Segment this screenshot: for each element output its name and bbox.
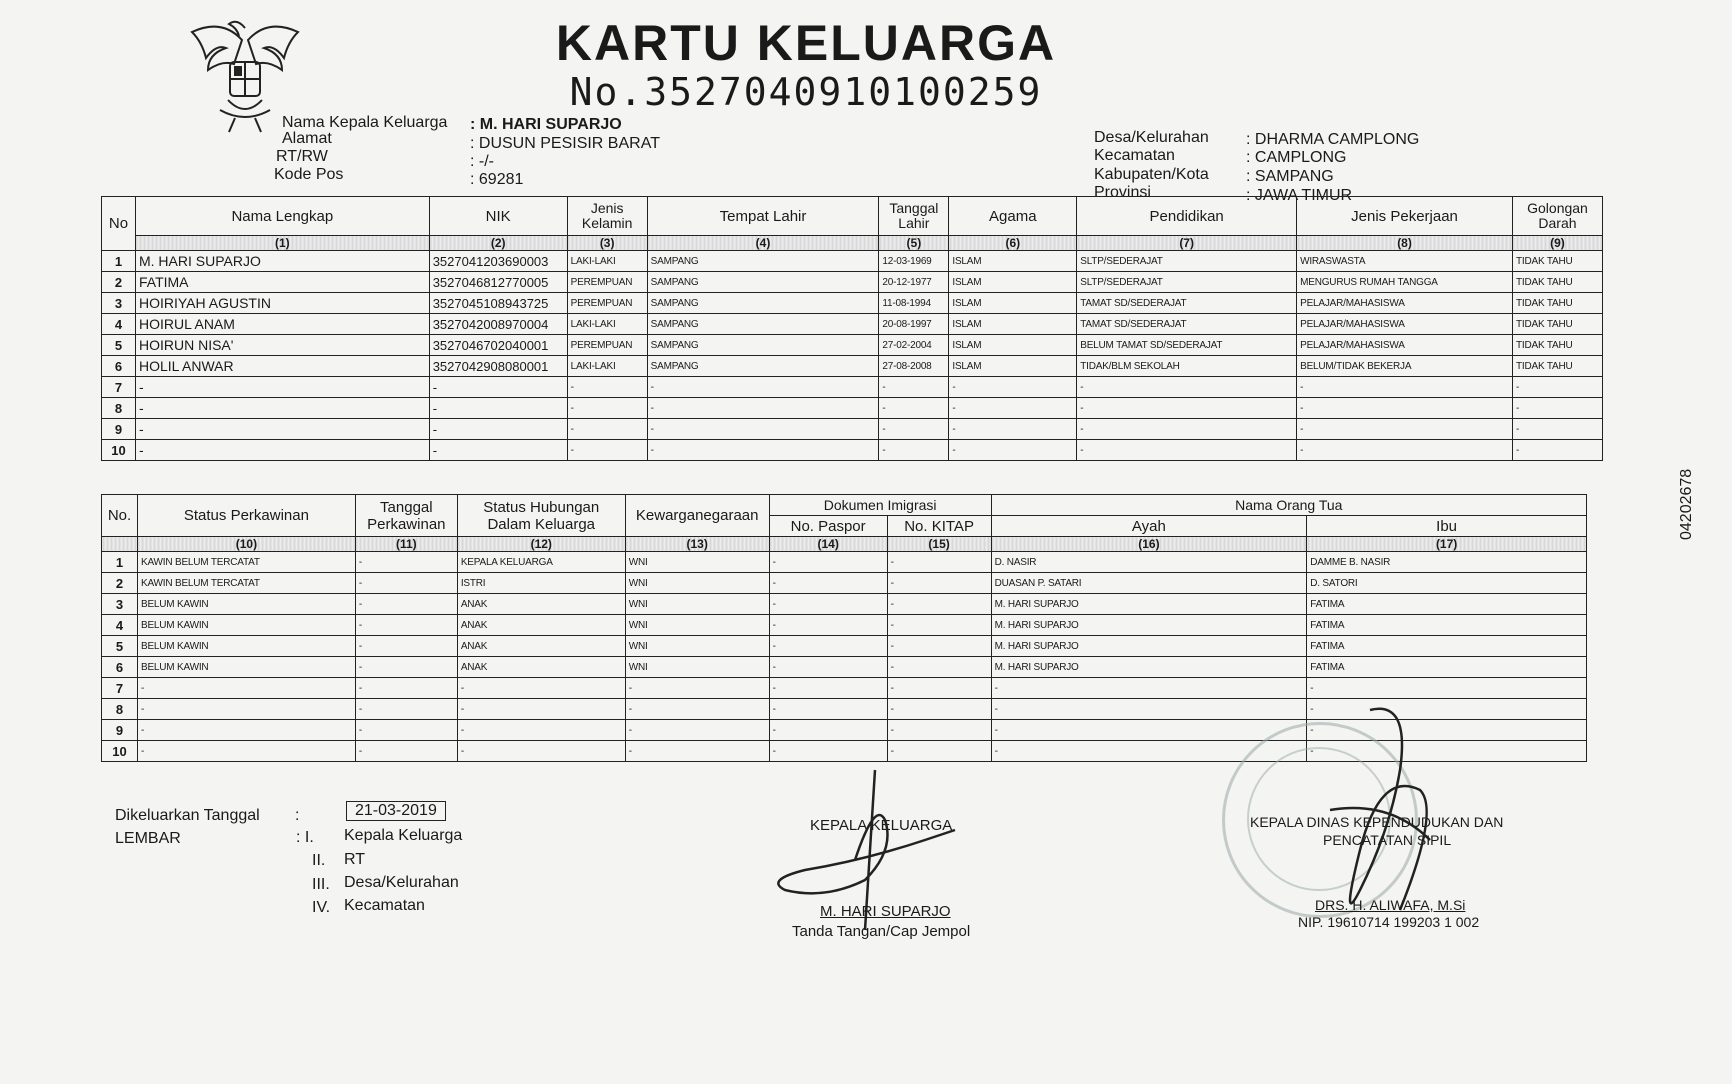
- table2-cell-2: KAWIN BELUM TERCATAT: [137, 573, 355, 594]
- table2-cell-4: -: [457, 699, 625, 720]
- table1-cell-10: TIDAK TAHU: [1512, 272, 1602, 293]
- table1-cell-7: ISLAM: [949, 272, 1077, 293]
- table1-cell-9: BELUM/TIDAK BEKERJA: [1297, 356, 1513, 377]
- table2-cell-1: 1: [102, 552, 138, 573]
- table1-cell-6: -: [879, 440, 949, 461]
- colnum-1: (1): [135, 236, 429, 251]
- table2-cell-9: -: [1307, 741, 1587, 762]
- table1-cell-6: 11-08-1994: [879, 293, 949, 314]
- th2-tanggal-perkawinan: Tanggal Perkawinan: [355, 495, 457, 537]
- table1-cell-3: -: [429, 377, 567, 398]
- table2-cell-3: -: [355, 615, 457, 636]
- table2-cell-6: -: [769, 741, 887, 762]
- table2-cell-6: -: [769, 573, 887, 594]
- table1-cell-9: PELAJAR/MAHASISWA: [1297, 293, 1513, 314]
- sheet-name-1: Kepala Keluarga: [344, 827, 463, 844]
- table1-cell-6: -: [879, 398, 949, 419]
- table1-cell-5: SAMPANG: [647, 356, 879, 377]
- colnum-15: (15): [887, 537, 991, 552]
- table2-cell-8: -: [991, 741, 1307, 762]
- table1-cell-3: -: [429, 440, 567, 461]
- table2-cell-8: D. NASIR: [991, 552, 1307, 573]
- table1-cell-5: SAMPANG: [647, 272, 879, 293]
- table1-cell-1: 9: [102, 419, 136, 440]
- table1-row: [102, 251, 1603, 272]
- table2-cell-1: 10: [102, 741, 138, 762]
- table1-cell-2: HOIRUN NISA': [135, 335, 429, 356]
- colnum-3: (3): [567, 236, 647, 251]
- table2-cell-6: -: [769, 594, 887, 615]
- sheet-num-3: III.: [312, 876, 330, 893]
- head-title: KEPALA KELUARGA: [810, 817, 953, 834]
- official-title-1: KEPALA DINAS KEPENDUDUKAN DAN: [1250, 814, 1504, 830]
- table1-cell-7: ISLAM: [949, 251, 1077, 272]
- th2-no-kitap: No. KITAP: [887, 516, 991, 537]
- table2-cell-5: WNI: [625, 552, 769, 573]
- table2-cell-7: -: [887, 615, 991, 636]
- table2-cell-1: 5: [102, 636, 138, 657]
- th-no: No: [102, 197, 136, 251]
- table1-cell-2: HOLIL ANWAR: [135, 356, 429, 377]
- table1-colnum-row: [102, 236, 1603, 251]
- th2-nama-orang-tua: Nama Orang Tua: [991, 495, 1586, 516]
- table2-cell-5: WNI: [625, 636, 769, 657]
- table2-cell-7: -: [887, 720, 991, 741]
- table1-cell-4: -: [567, 440, 647, 461]
- label-rtrw: RT/RW: [276, 148, 328, 165]
- label-desa: Desa/Kelurahan: [1094, 129, 1209, 146]
- table1-cell-9: WIRASWASTA: [1297, 251, 1513, 272]
- value-provinsi: : JAWA TIMUR: [1246, 187, 1353, 204]
- label-alamat: Alamat: [282, 130, 332, 147]
- table2-cell-8: M. HARI SUPARJO: [991, 636, 1307, 657]
- table2-colnum-row: [102, 537, 1587, 552]
- table2-cell-3: -: [355, 699, 457, 720]
- table1-cell-1: 1: [102, 251, 136, 272]
- table2-cell-2: -: [137, 678, 355, 699]
- label-nama-kepala: Nama Kepala Keluarga: [282, 114, 448, 131]
- table2-cell-2: -: [137, 720, 355, 741]
- table1-cell-9: -: [1297, 419, 1513, 440]
- table2-cell-5: -: [625, 720, 769, 741]
- table2-cell-6: -: [769, 636, 887, 657]
- table2-cell-5: -: [625, 678, 769, 699]
- head-name: M. HARI SUPARJO: [820, 903, 951, 920]
- table2-cell-4: ANAK: [457, 636, 625, 657]
- table2-cell-5: -: [625, 741, 769, 762]
- th2-no-paspor: No. Paspor: [769, 516, 887, 537]
- table1-cell-5: -: [647, 440, 879, 461]
- th2-dokumen-imigrasi: Dokumen Imigrasi: [769, 495, 991, 516]
- table1-cell-2: FATIMA: [135, 272, 429, 293]
- table1-cell-2: M. HARI SUPARJO: [135, 251, 429, 272]
- table1-cell-2: -: [135, 377, 429, 398]
- table1-row: [102, 440, 1603, 461]
- table1-cell-8: SLTP/SEDERAJAT: [1077, 272, 1297, 293]
- table1-cell-10: -: [1512, 419, 1602, 440]
- table1-cell-6: 12-03-1969: [879, 251, 949, 272]
- table2-cell-8: M. HARI SUPARJO: [991, 615, 1307, 636]
- sheet-num-1: : I.: [296, 829, 314, 846]
- table1-cell-7: ISLAM: [949, 335, 1077, 356]
- value-rtrw: : -/-: [470, 153, 494, 170]
- document-title: KARTU KELUARGA: [555, 15, 1057, 71]
- colnum-6: (6): [949, 236, 1077, 251]
- table1-cell-10: -: [1512, 440, 1602, 461]
- th-golongan-darah: Golongan Darah: [1512, 197, 1602, 236]
- colnum-9: (9): [1512, 236, 1602, 251]
- table2-cell-8: -: [991, 720, 1307, 741]
- sheet-name-2: RT: [344, 851, 366, 868]
- table1-cell-7: ISLAM: [949, 356, 1077, 377]
- official-nip: NIP. 19610714 199203 1 002: [1298, 914, 1480, 930]
- table2-cell-6: -: [769, 657, 887, 678]
- table2-cell-3: -: [355, 573, 457, 594]
- table1-cell-7: -: [949, 440, 1077, 461]
- table2-cell-5: WNI: [625, 573, 769, 594]
- table1-cell-9: -: [1297, 377, 1513, 398]
- table1-cell-6: 27-02-2004: [879, 335, 949, 356]
- table1-cell-2: -: [135, 398, 429, 419]
- table2-cell-1: 9: [102, 720, 138, 741]
- table2-cell-7: -: [887, 678, 991, 699]
- value-kode-pos: : 69281: [470, 171, 524, 188]
- table1-cell-5: -: [647, 398, 879, 419]
- table1-cell-5: SAMPANG: [647, 293, 879, 314]
- label-provinsi: Provinsi: [1094, 184, 1151, 201]
- table2-cell-3: -: [355, 636, 457, 657]
- th-nama-lengkap: Nama Lengkap: [135, 197, 429, 236]
- table1-cell-1: 5: [102, 335, 136, 356]
- table2-cell-9: FATIMA: [1307, 636, 1587, 657]
- table2-cell-3: -: [355, 741, 457, 762]
- table2-row: [102, 657, 1587, 678]
- table2-row: [102, 552, 1587, 573]
- table2-cell-3: -: [355, 720, 457, 741]
- value-kabupaten: : SAMPANG: [1246, 168, 1334, 185]
- sheet-label: LEMBAR: [115, 830, 181, 847]
- value-desa: : DHARMA CAMPLONG: [1246, 131, 1420, 148]
- table1-cell-5: SAMPANG: [647, 314, 879, 335]
- label-kode-pos: Kode Pos: [274, 166, 344, 183]
- table1-cell-8: TAMAT SD/SEDERAJAT: [1077, 293, 1297, 314]
- table2-cell-2: BELUM KAWIN: [137, 636, 355, 657]
- table2-cell-1: 7: [102, 678, 138, 699]
- table1-cell-10: TIDAK TAHU: [1512, 314, 1602, 335]
- table2-cell-2: BELUM KAWIN: [137, 657, 355, 678]
- table1-cell-7: -: [949, 377, 1077, 398]
- table2-cell-1: 4: [102, 615, 138, 636]
- table2-cell-7: -: [887, 552, 991, 573]
- th2-kewarganegaraan: Kewarganegaraan: [625, 495, 769, 537]
- table2-cell-5: -: [625, 699, 769, 720]
- table1-cell-9: PELAJAR/MAHASISWA: [1297, 314, 1513, 335]
- table1-cell-8: -: [1077, 398, 1297, 419]
- head-caption: Tanda Tangan/Cap Jempol: [792, 923, 971, 940]
- table2-cell-4: KEPALA KELUARGA: [457, 552, 625, 573]
- sheet-name-3: Desa/Kelurahan: [344, 874, 459, 891]
- table2-cell-2: BELUM KAWIN: [137, 594, 355, 615]
- table1-cell-8: -: [1077, 419, 1297, 440]
- colnum-5: (5): [879, 236, 949, 251]
- table1-cell-2: -: [135, 440, 429, 461]
- table1-cell-4: -: [567, 377, 647, 398]
- colnum-8: (8): [1297, 236, 1513, 251]
- th-pendidikan: Pendidikan: [1077, 197, 1297, 236]
- table1-cell-2: HOIRUL ANAM: [135, 314, 429, 335]
- table2-cell-4: ISTRI: [457, 573, 625, 594]
- colnum-13: (13): [625, 537, 769, 552]
- side-serial-number: 04202678: [1678, 468, 1695, 540]
- table1-row: [102, 419, 1603, 440]
- table2-cell-2: -: [137, 741, 355, 762]
- value-alamat: : DUSUN PESISIR BARAT: [470, 135, 660, 152]
- table1-cell-3: 3527041203690003: [429, 251, 567, 272]
- th2-status-hubungan: Status Hubungan Dalam Keluarga: [457, 495, 625, 537]
- table2-cell-4: -: [457, 741, 625, 762]
- table2-cell-4: -: [457, 678, 625, 699]
- table1-cell-8: TIDAK/BLM SEKOLAH: [1077, 356, 1297, 377]
- table1-cell-4: LAKI-LAKI: [567, 356, 647, 377]
- table2-cell-4: ANAK: [457, 657, 625, 678]
- table2-cell-6: -: [769, 720, 887, 741]
- sheet-num-4: IV.: [312, 899, 331, 916]
- table1-cell-6: 27-08-2008: [879, 356, 949, 377]
- table2-cell-7: -: [887, 657, 991, 678]
- table1-cell-3: 3527042908080001: [429, 356, 567, 377]
- issued-date: 21-03-2019: [346, 801, 446, 821]
- table1-cell-5: -: [647, 419, 879, 440]
- table1-row: [102, 272, 1603, 293]
- table2-row: [102, 573, 1587, 594]
- table2-cell-1: 6: [102, 657, 138, 678]
- kk-number: No.3527040910100259: [569, 70, 1043, 114]
- table1-cell-7: ISLAM: [949, 293, 1077, 314]
- th2-status-perkawinan: Status Perkawinan: [137, 495, 355, 537]
- table1-cell-10: TIDAK TAHU: [1512, 356, 1602, 377]
- table2-cell-6: -: [769, 615, 887, 636]
- table1-cell-4: PEREMPUAN: [567, 293, 647, 314]
- table1-cell-7: -: [949, 398, 1077, 419]
- table1-cell-1: 7: [102, 377, 136, 398]
- th-tempat-lahir: Tempat Lahir: [647, 197, 879, 236]
- table2-cell-9: -: [1307, 699, 1587, 720]
- table1-cell-1: 4: [102, 314, 136, 335]
- table1-row: [102, 398, 1603, 419]
- official-signature: [1290, 690, 1460, 980]
- table1-cell-6: -: [879, 377, 949, 398]
- table2-row: [102, 615, 1587, 636]
- table1-cell-5: SAMPANG: [647, 335, 879, 356]
- colnum-2: (2): [429, 236, 567, 251]
- colnum-10: (10): [137, 537, 355, 552]
- table1-cell-3: 3527046812770005: [429, 272, 567, 293]
- table2-cell-9: FATIMA: [1307, 657, 1587, 678]
- table2-cell-4: ANAK: [457, 615, 625, 636]
- colnum-14: (14): [769, 537, 887, 552]
- table2-cell-8: -: [991, 678, 1307, 699]
- th2-ayah: Ayah: [991, 516, 1307, 537]
- table2-cell-3: -: [355, 657, 457, 678]
- table1-cell-9: PELAJAR/MAHASISWA: [1297, 335, 1513, 356]
- value-kecamatan: : CAMPLONG: [1246, 149, 1347, 166]
- table1-cell-4: LAKI-LAKI: [567, 251, 647, 272]
- table1-cell-8: SLTP/SEDERAJAT: [1077, 251, 1297, 272]
- table2-cell-8: DUASAN P. SATARI: [991, 573, 1307, 594]
- table2-cell-1: 8: [102, 699, 138, 720]
- table1-cell-8: TAMAT SD/SEDERAJAT: [1077, 314, 1297, 335]
- table2-cell-9: D. SATORI: [1307, 573, 1587, 594]
- table2-row: [102, 594, 1587, 615]
- table1-cell-3: 3527046702040001: [429, 335, 567, 356]
- table1-row: [102, 356, 1603, 377]
- table1-cell-5: SAMPANG: [647, 251, 879, 272]
- table1-cell-9: MENGURUS RUMAH TANGGA: [1297, 272, 1513, 293]
- table2-cell-2: -: [137, 699, 355, 720]
- table2-cell-7: -: [887, 636, 991, 657]
- colnum-17: (17): [1307, 537, 1587, 552]
- table1-cell-8: -: [1077, 377, 1297, 398]
- table1-row: [102, 293, 1603, 314]
- table2-cell-7: -: [887, 741, 991, 762]
- th-agama: Agama: [949, 197, 1077, 236]
- label-kabupaten: Kabupaten/Kota: [1094, 166, 1209, 183]
- table2-row: [102, 636, 1587, 657]
- table1-cell-9: -: [1297, 440, 1513, 461]
- table1-cell-9: -: [1297, 398, 1513, 419]
- sheet-name-4: Kecamatan: [344, 897, 425, 914]
- table1-cell-3: -: [429, 398, 567, 419]
- table1-cell-3: 3527042008970004: [429, 314, 567, 335]
- th-jenis-kelamin: Jenis Kelamin: [567, 197, 647, 236]
- label-kecamatan: Kecamatan: [1094, 147, 1175, 164]
- table1-cell-8: -: [1077, 440, 1297, 461]
- table2-cell-7: -: [887, 594, 991, 615]
- official-name: DRS. H. ALIWAFA, M.Si: [1315, 897, 1466, 913]
- table1-cell-1: 6: [102, 356, 136, 377]
- table1-cell-4: PEREMPUAN: [567, 272, 647, 293]
- table2-cell-3: -: [355, 678, 457, 699]
- issued-label: Dikeluarkan Tanggal: [115, 807, 260, 824]
- colnum-11: (11): [355, 537, 457, 552]
- table1-cell-5: -: [647, 377, 879, 398]
- table2-cell-6: -: [769, 678, 887, 699]
- table2-header-row-1: [102, 495, 1587, 516]
- table2-cell-3: -: [355, 552, 457, 573]
- table1-cell-6: 20-12-1977: [879, 272, 949, 293]
- table1-cell-10: -: [1512, 377, 1602, 398]
- table2-cell-8: -: [991, 699, 1307, 720]
- table1-header-row: [102, 197, 1603, 236]
- table1-cell-4: -: [567, 419, 647, 440]
- table2-cell-1: 3: [102, 594, 138, 615]
- table1-cell-1: 10: [102, 440, 136, 461]
- table2-cell-6: -: [769, 699, 887, 720]
- value-nama-kepala: : M. HARI SUPARJO: [470, 116, 622, 133]
- table2-cell-8: M. HARI SUPARJO: [991, 594, 1307, 615]
- table1-cell-4: PEREMPUAN: [567, 335, 647, 356]
- table1-body: [102, 251, 1603, 461]
- table1-cell-8: BELUM TAMAT SD/SEDERAJAT: [1077, 335, 1297, 356]
- family-members-table: [101, 196, 1603, 461]
- th2-ibu: Ibu: [1307, 516, 1587, 537]
- table2-cell-1: 2: [102, 573, 138, 594]
- table2-cell-4: ANAK: [457, 594, 625, 615]
- colnum-16: (16): [991, 537, 1307, 552]
- table2-cell-5: WNI: [625, 594, 769, 615]
- table2-cell-6: -: [769, 552, 887, 573]
- table1-cell-7: -: [949, 419, 1077, 440]
- table1-cell-3: 3527045108943725: [429, 293, 567, 314]
- table2-cell-8: M. HARI SUPARJO: [991, 657, 1307, 678]
- table1-cell-1: 3: [102, 293, 136, 314]
- table1-cell-1: 2: [102, 272, 136, 293]
- table1-cell-7: ISLAM: [949, 314, 1077, 335]
- table2-cell-3: -: [355, 594, 457, 615]
- table2-cell-7: -: [887, 699, 991, 720]
- th-nik: NIK: [429, 197, 567, 236]
- official-title-2: PENCATATAN SIPIL: [1323, 832, 1452, 848]
- th-tanggal-lahir: Tanggal Lahir: [879, 197, 949, 236]
- table1-cell-10: TIDAK TAHU: [1512, 293, 1602, 314]
- table1-row: [102, 314, 1603, 335]
- table1-cell-6: 20-08-1997: [879, 314, 949, 335]
- table1-cell-10: TIDAK TAHU: [1512, 335, 1602, 356]
- table1-cell-3: -: [429, 419, 567, 440]
- table2-cell-9: FATIMA: [1307, 615, 1587, 636]
- table1-row: [102, 377, 1603, 398]
- table2-cell-2: BELUM KAWIN: [137, 615, 355, 636]
- table2-cell-9: -: [1307, 678, 1587, 699]
- table2-cell-2: KAWIN BELUM TERCATAT: [137, 552, 355, 573]
- table2-cell-4: -: [457, 720, 625, 741]
- table2-cell-5: WNI: [625, 615, 769, 636]
- table1-cell-6: -: [879, 419, 949, 440]
- table1-cell-4: LAKI-LAKI: [567, 314, 647, 335]
- colnum-7: (7): [1077, 236, 1297, 251]
- issued-sep: :: [295, 807, 300, 824]
- table1-row: [102, 335, 1603, 356]
- table2-cell-5: WNI: [625, 657, 769, 678]
- table1-cell-10: TIDAK TAHU: [1512, 251, 1602, 272]
- table2-cell-9: FATIMA: [1307, 594, 1587, 615]
- colnum-4: (4): [647, 236, 879, 251]
- table1-cell-2: HOIRIYAH AGUSTIN: [135, 293, 429, 314]
- colnum-12: (12): [457, 537, 625, 552]
- table2-cell-9: -: [1307, 720, 1587, 741]
- sheet-num-2: II.: [312, 852, 326, 869]
- th2-no: No.: [102, 495, 138, 537]
- table2-cell-9: DAMME B. NASIR: [1307, 552, 1587, 573]
- table1-cell-2: -: [135, 419, 429, 440]
- table1-cell-1: 8: [102, 398, 136, 419]
- th-jenis-pekerjaan: Jenis Pekerjaan: [1297, 197, 1513, 236]
- table1-cell-4: -: [567, 398, 647, 419]
- table1-cell-10: -: [1512, 398, 1602, 419]
- table2-cell-7: -: [887, 573, 991, 594]
